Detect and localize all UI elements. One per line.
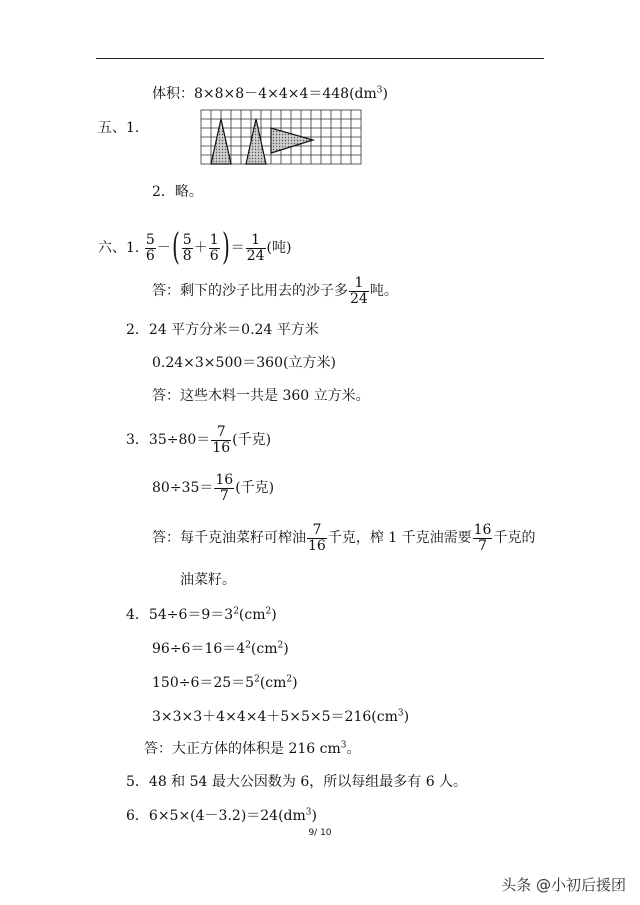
minus-sign: －: [156, 240, 171, 256]
denominator: 6: [145, 247, 155, 264]
unit: (千克): [232, 432, 272, 448]
right-paren: ): [221, 227, 230, 268]
denominator: 16: [308, 537, 326, 554]
fraction: [307, 523, 327, 553]
answer-text-mid: 千克，榨 1 千克油需要: [327, 530, 472, 546]
s6-q4-line3: [152, 673, 298, 693]
s6-q4-line2: [152, 639, 289, 659]
plus-sign: ＋: [193, 240, 208, 256]
unit: (千克): [235, 480, 275, 496]
s6-q3-line2: [152, 472, 274, 504]
unit-open: (cm: [259, 675, 287, 691]
fraction: [145, 233, 156, 263]
expr-text: 4．54÷6＝9＝3: [126, 607, 234, 623]
triangle-grid-svg: [200, 109, 362, 165]
volume-expr: 8×8×8－4×4×4＝448(dm: [194, 86, 377, 102]
s5-q1-label: 五、1.: [98, 120, 140, 136]
unit-close: ): [403, 709, 410, 725]
fraction: [209, 233, 220, 263]
unit-exponent: 3: [305, 807, 312, 818]
s6-q2-answer: 答：这些木料一共是 360 立方米。: [152, 388, 370, 404]
unit-close: ): [292, 675, 298, 691]
unit-exponent: 3: [340, 740, 347, 751]
denominator: 16: [212, 439, 231, 456]
fraction: [214, 473, 234, 503]
volume-close: ): [382, 86, 388, 102]
s6-q4-line4: [152, 707, 409, 727]
numerator: 7: [216, 423, 226, 440]
unit: (吨): [266, 240, 292, 256]
expr-text: 150÷6＝25＝5: [152, 675, 255, 691]
s5-q2: 2．略。: [152, 184, 203, 200]
exponent: 2: [245, 640, 251, 651]
numerator: 5: [145, 231, 155, 248]
answer-text-end: 吨。: [369, 283, 398, 300]
s6-q1-label: 六、1.: [98, 240, 140, 256]
denominator: 7: [473, 538, 493, 554]
answer-text-end: 千克的: [493, 530, 536, 546]
expr-text: 3．35÷80＝: [126, 432, 211, 448]
s6-q4-answer: [144, 739, 360, 759]
exponent: 2: [233, 606, 239, 617]
expr-text: 80÷35＝: [152, 480, 214, 496]
numerator: 1: [209, 231, 219, 248]
s6-q3-answer-cont: 油菜籽。: [180, 572, 236, 588]
answer-text-end: 。: [346, 741, 361, 757]
unit-open: (cm: [238, 607, 266, 623]
volume-label: 体积：: [152, 86, 194, 102]
header-rule: [96, 58, 544, 59]
unit-exponent: 2: [286, 674, 293, 685]
denominator: 6: [209, 247, 219, 264]
fraction: [349, 276, 369, 306]
volume-sup: 3: [376, 85, 383, 96]
triangle-translated: [246, 119, 266, 164]
unit-close: ): [283, 641, 289, 657]
s6-q1-answer: [152, 276, 398, 306]
unit-exponent: 2: [265, 606, 272, 617]
fraction: [182, 233, 193, 263]
triangle-rotated: [271, 128, 313, 153]
denominator: 24: [246, 247, 265, 264]
volume-line: [152, 84, 388, 104]
numerator: 16: [473, 521, 492, 538]
answer-text: 答：大正方体的体积是 216 cm: [144, 741, 341, 757]
numerator: 1: [354, 275, 364, 291]
left-paren: (: [171, 227, 180, 268]
s6-q6: [126, 806, 317, 826]
s6-q3-line1: [126, 424, 271, 456]
denominator: 7: [214, 488, 234, 504]
denominator: 8: [182, 247, 192, 264]
exponent: 2: [254, 674, 260, 685]
s6-q1-line: [98, 227, 292, 268]
fraction: [473, 523, 493, 553]
numerator: 7: [312, 521, 322, 538]
expr-text: 6．6×5×(4－3.2)＝24(dm: [126, 808, 306, 824]
unit-close: ): [271, 607, 277, 623]
fraction: [211, 425, 231, 455]
fraction: [246, 233, 266, 263]
numerator: 1: [251, 231, 261, 248]
unit-open: (cm: [250, 641, 278, 657]
equals-sign: ＝: [230, 240, 245, 256]
triangle-original: [211, 119, 231, 164]
denominator: 24: [350, 290, 368, 307]
watermark: 头条 @小初后援团: [501, 876, 626, 894]
s6-q2-line1: 2．24 平方分米＝0.24 平方米: [126, 322, 319, 338]
s6-q5: 5．48 和 54 最大公因数为 6，所以每组最多有 6 人。: [126, 774, 468, 790]
unit-exponent: 2: [277, 640, 284, 651]
unit-exponent: 3: [397, 708, 404, 719]
s6-q4-line1: [126, 605, 277, 625]
s6-q3-answer: [152, 522, 535, 554]
expr-text: 96÷6＝16＝4: [152, 641, 246, 657]
numerator: 16: [215, 471, 234, 488]
s6-q2-line2: 0.24×3×500＝360(立方米): [152, 355, 336, 371]
answer-text: 答：每千克油菜籽可榨油: [152, 530, 306, 546]
unit-close: ): [311, 808, 317, 824]
triangle-grid-figure: [200, 109, 362, 169]
answer-text: 答：剩下的沙子比用去的沙子多: [152, 283, 348, 300]
page-number: 9/ 10: [308, 828, 332, 838]
numerator: 5: [182, 231, 192, 248]
expr-text: 3×3×3＋4×4×4＋5×5×5＝216(cm: [152, 709, 398, 725]
